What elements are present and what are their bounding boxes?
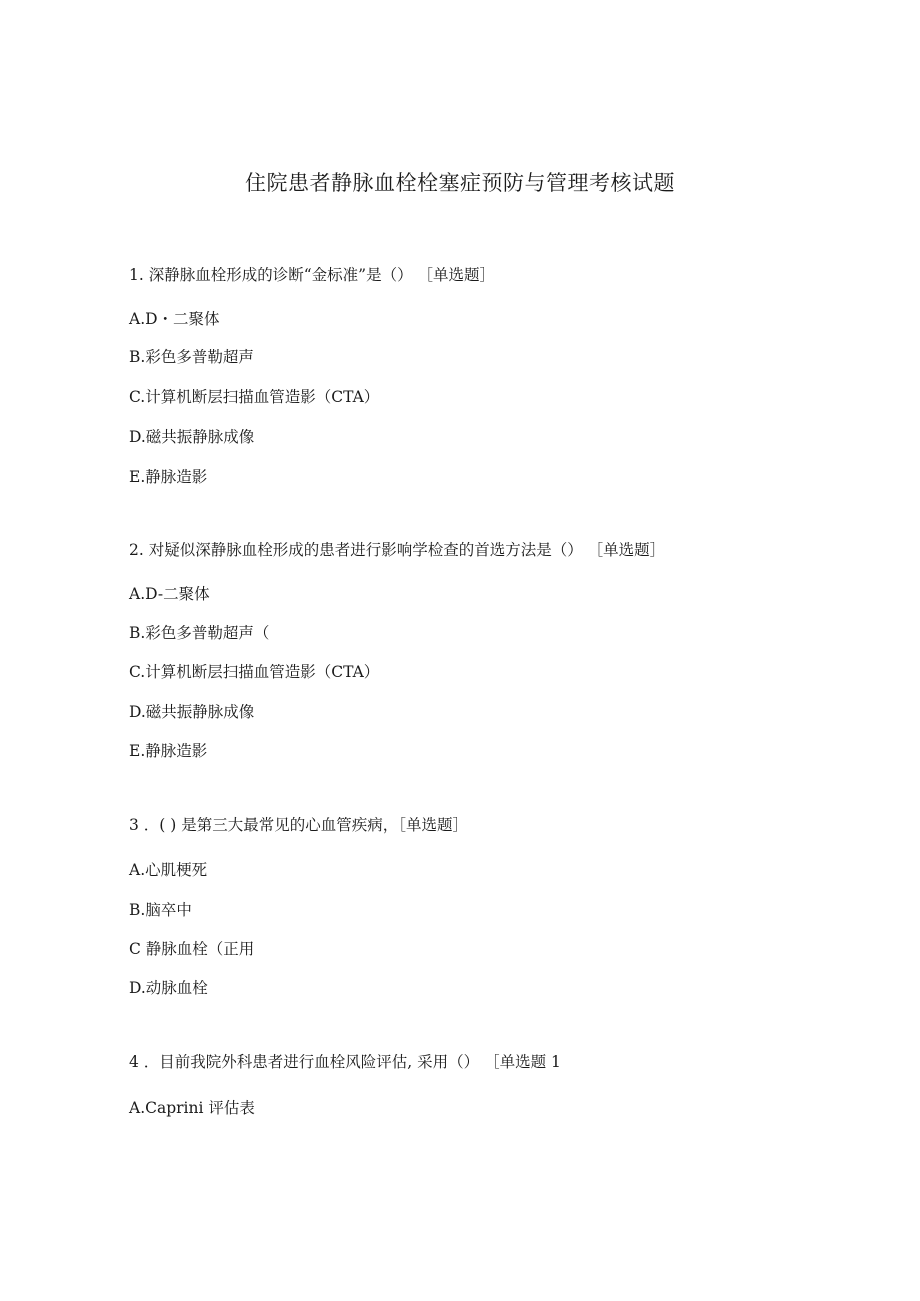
option-c: C.计算机断层扫描血管造影（CTA） bbox=[129, 388, 380, 406]
option-a: A.心肌梗死 bbox=[129, 861, 208, 879]
question-4 bbox=[129, 1051, 889, 1117]
option-e: E.静脉造影 bbox=[129, 468, 208, 486]
option-e: E.静脉造影 bbox=[129, 742, 208, 760]
option-a: A.D・二聚体 bbox=[129, 310, 220, 328]
option-a: A.D-二聚体 bbox=[129, 585, 210, 603]
option-b: B.彩色多普勒超声 bbox=[129, 348, 254, 366]
question-text: 4 ．目前我院外科患者进行血栓风险评估, 采用（） ［单选题 1 bbox=[129, 1053, 561, 1071]
option-c: C.计算机断层扫描血管造影（CTA） bbox=[129, 663, 380, 681]
question-1 bbox=[129, 264, 889, 486]
question-2 bbox=[129, 539, 889, 760]
option-d: D.动脉血栓 bbox=[129, 979, 208, 997]
question-text: 2. 对疑似深静脉血栓形成的患者进行影响学检查的首选方法是（） ［单选题］ bbox=[129, 541, 666, 559]
option-b: B.彩色多普勒超声（ bbox=[129, 624, 270, 642]
option-d: D.磁共振静脉成像 bbox=[129, 703, 255, 721]
document-title: 住院患者静脉血栓栓塞症预防与管理考核试题 bbox=[245, 171, 675, 195]
option-c: C 静脉血栓（正用 bbox=[129, 940, 255, 958]
question-text: 1. 深静脉血栓形成的诊断“金标准”是（） ［单选题］ bbox=[129, 266, 495, 284]
option-a: A.Caprini 评估表 bbox=[129, 1099, 255, 1117]
option-d: D.磁共振静脉成像 bbox=[129, 428, 255, 446]
option-b: B.脑卒中 bbox=[129, 901, 192, 919]
question-3 bbox=[129, 814, 889, 997]
question-text: 3 ．( ) 是第三大最常见的心血管疾病，［单选题］ bbox=[129, 816, 468, 834]
